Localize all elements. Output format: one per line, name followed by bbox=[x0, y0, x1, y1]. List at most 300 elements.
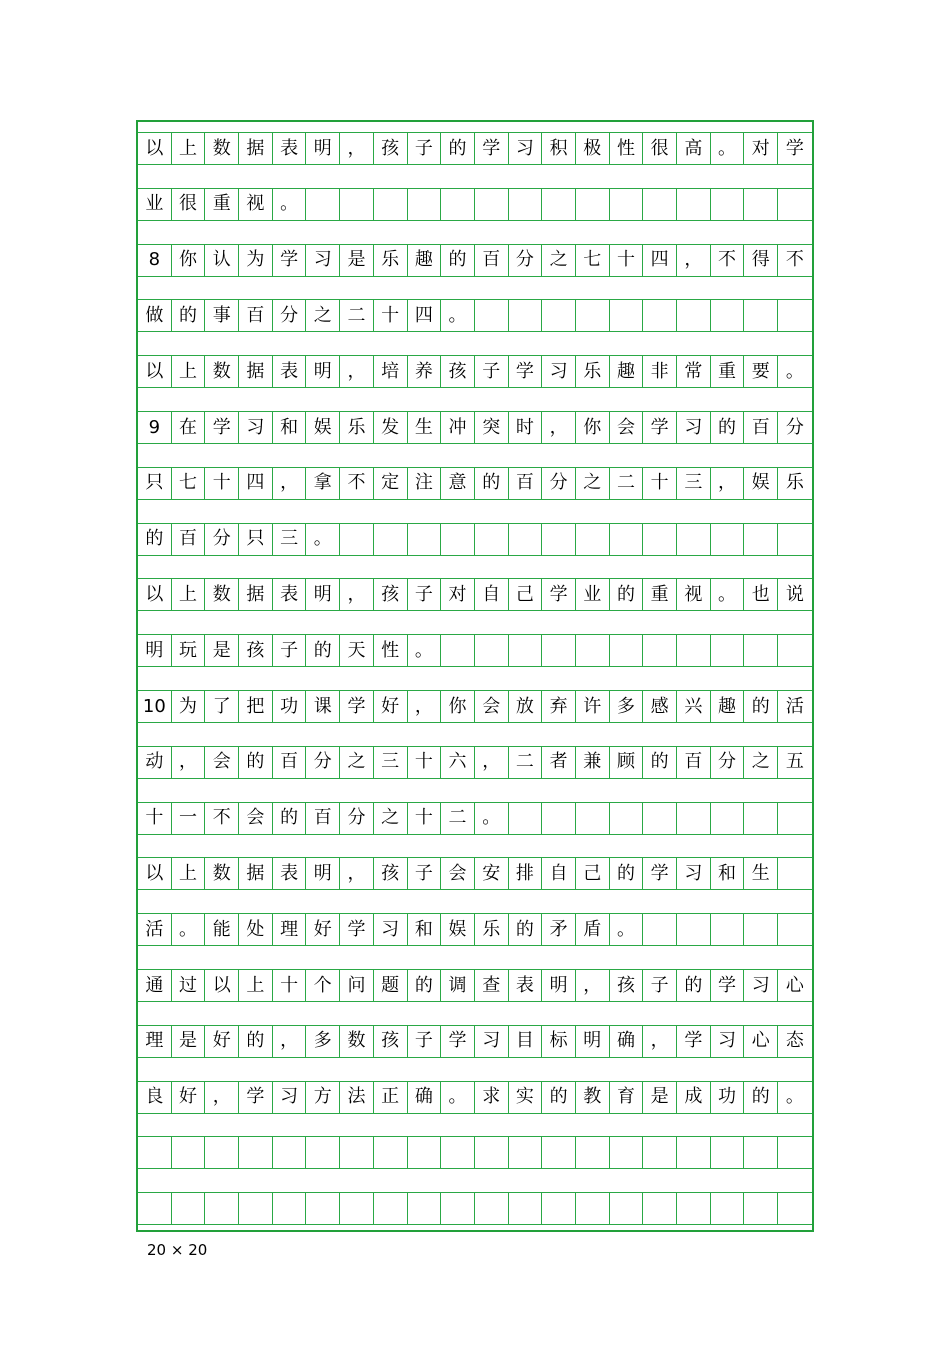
grid-cell: 数 bbox=[340, 1026, 374, 1057]
grid-cell: 好 bbox=[205, 1026, 239, 1057]
grid-cell bbox=[677, 803, 711, 834]
grid-cell: 三 bbox=[677, 468, 711, 499]
grid-cell bbox=[744, 635, 778, 666]
grid-cell bbox=[744, 803, 778, 834]
grid-row bbox=[138, 132, 812, 165]
grid-cell: 自 bbox=[475, 579, 509, 610]
grid-cell: 子 bbox=[408, 1026, 442, 1057]
grid-cell: 百 bbox=[475, 245, 509, 276]
grid-cell bbox=[778, 524, 812, 555]
grid-cell: 是 bbox=[643, 1082, 677, 1113]
grid-cell bbox=[778, 1193, 812, 1224]
grid-cell bbox=[138, 1193, 172, 1224]
grid-cell bbox=[610, 1193, 644, 1224]
grid-cell: 习 bbox=[542, 356, 576, 387]
grid-cell: 学 bbox=[677, 1026, 711, 1057]
grid-cell: 是 bbox=[172, 1026, 206, 1057]
grid-cell: 习 bbox=[273, 1082, 307, 1113]
grid-cell bbox=[576, 803, 610, 834]
grid-cell bbox=[576, 1137, 610, 1168]
grid-cell bbox=[509, 635, 543, 666]
grid-cell bbox=[340, 1193, 374, 1224]
grid-cell: 活 bbox=[785, 695, 804, 717]
grid-cell: 子 bbox=[408, 133, 442, 164]
grid-cell: 子 bbox=[643, 970, 677, 1001]
grid-cell: 视 bbox=[677, 579, 711, 610]
grid-cell: ， bbox=[205, 1082, 239, 1113]
grid-cell: 矛 bbox=[542, 914, 576, 945]
grid-cell bbox=[509, 189, 543, 220]
grid-cell: 以 bbox=[138, 133, 172, 164]
grid-cell: 不 bbox=[785, 249, 804, 271]
grid-cell bbox=[374, 1193, 408, 1224]
grid-cell: 。 bbox=[172, 914, 206, 945]
grid-cell: 重 bbox=[643, 579, 677, 610]
grid-cell: 认 bbox=[205, 245, 239, 276]
grid-cell: 分 bbox=[205, 524, 239, 555]
grid-cell: 习 bbox=[677, 412, 711, 443]
grid-cell: 心 bbox=[785, 974, 804, 996]
grid-cell: 明 bbox=[542, 970, 576, 1001]
grid-cell bbox=[744, 914, 778, 945]
grid-cell: 通 bbox=[138, 970, 172, 1001]
grid-cell bbox=[340, 1137, 374, 1168]
grid-cell bbox=[610, 1137, 644, 1168]
grid-cell: 很 bbox=[172, 189, 206, 220]
grid-cell: 放 bbox=[509, 691, 543, 722]
grid-cell bbox=[610, 524, 644, 555]
grid-cell bbox=[711, 635, 745, 666]
grid-cell bbox=[475, 300, 509, 331]
grid-cell bbox=[643, 635, 677, 666]
grid-cell: 目 bbox=[509, 1026, 543, 1057]
grid-cell bbox=[509, 524, 543, 555]
grid-cell: 是 bbox=[205, 635, 239, 666]
grid-cell: 明 bbox=[576, 1026, 610, 1057]
grid-cell: 过 bbox=[172, 970, 206, 1001]
grid-cell: 非 bbox=[643, 356, 677, 387]
grid-cell: 子 bbox=[475, 356, 509, 387]
grid-cell: 处 bbox=[239, 914, 273, 945]
grid-cell: 极 bbox=[576, 133, 610, 164]
grid-cell: 数 bbox=[205, 133, 239, 164]
grid-cell: 兴 bbox=[677, 691, 711, 722]
grid-cell bbox=[509, 1137, 543, 1168]
grid-cell bbox=[610, 635, 644, 666]
grid-cell: 的 bbox=[441, 133, 475, 164]
grid-cell: 态 bbox=[785, 1030, 804, 1052]
grid-cell: 分 bbox=[542, 468, 576, 499]
grid-cell: 习 bbox=[475, 1026, 509, 1057]
grid-cell bbox=[711, 1193, 745, 1224]
grid-cell: 。 bbox=[610, 914, 644, 945]
grid-cell: 和 bbox=[408, 914, 442, 945]
grid-cell bbox=[643, 914, 677, 945]
grid-cell: 的 bbox=[744, 1082, 778, 1113]
grid-cell bbox=[239, 1193, 273, 1224]
grid-cell: 课 bbox=[306, 691, 340, 722]
grid-cell: 拿 bbox=[306, 468, 340, 499]
grid-cell: 正 bbox=[374, 1082, 408, 1113]
grid-cell: 二 bbox=[610, 468, 644, 499]
grid-cell bbox=[778, 914, 812, 945]
grid-cell bbox=[744, 524, 778, 555]
grid-cell bbox=[306, 1137, 340, 1168]
grid-cell: 之 bbox=[340, 747, 374, 778]
grid-cell: 百 bbox=[509, 468, 543, 499]
grid-cell: 表 bbox=[273, 356, 307, 387]
grid-row bbox=[138, 802, 812, 835]
grid-row bbox=[138, 1136, 812, 1169]
grid-cell: 七 bbox=[576, 245, 610, 276]
grid-cell: 趣 bbox=[408, 245, 442, 276]
grid-cell: 法 bbox=[340, 1082, 374, 1113]
grid-cell: 安 bbox=[475, 858, 509, 889]
grid-cell: 娱 bbox=[441, 914, 475, 945]
grid-cell: 习 bbox=[306, 245, 340, 276]
grid-cell bbox=[610, 803, 644, 834]
grid-cell: 确 bbox=[408, 1082, 442, 1113]
grid-cell bbox=[374, 524, 408, 555]
grid-cell: 得 bbox=[744, 245, 778, 276]
grid-cell: 玩 bbox=[172, 635, 206, 666]
grid-cell: 对 bbox=[441, 579, 475, 610]
grid-cell: 兼 bbox=[576, 747, 610, 778]
grid-cell: 功 bbox=[273, 691, 307, 722]
grid-cell: 以 bbox=[138, 356, 172, 387]
grid-cell: 的 bbox=[138, 524, 172, 555]
grid-cell: 多 bbox=[610, 691, 644, 722]
grid-cell: 的 bbox=[542, 1082, 576, 1113]
grid-cell bbox=[643, 189, 677, 220]
grid-cell: 二 bbox=[340, 300, 374, 331]
grid-cell: 意 bbox=[441, 468, 475, 499]
grid-cell: 会 bbox=[441, 858, 475, 889]
grid-cell: 理 bbox=[273, 914, 307, 945]
grid-row bbox=[138, 746, 812, 779]
grid-cell bbox=[744, 189, 778, 220]
grid-cell: 习 bbox=[239, 412, 273, 443]
grid-cell: 功 bbox=[711, 1082, 745, 1113]
grid-cell: 百 bbox=[744, 412, 778, 443]
grid-cell: 。 bbox=[785, 360, 804, 382]
grid-cell: 不 bbox=[205, 803, 239, 834]
grid-cell bbox=[778, 189, 812, 220]
grid-cell: 四 bbox=[408, 300, 442, 331]
grid-cell: 定 bbox=[374, 468, 408, 499]
grid-cell: 十 bbox=[408, 747, 442, 778]
grid-cell bbox=[441, 189, 475, 220]
grid-cell: 对 bbox=[744, 133, 778, 164]
grid-cell: 许 bbox=[576, 691, 610, 722]
grid-cell bbox=[711, 189, 745, 220]
grid-cell bbox=[239, 1137, 273, 1168]
grid-cell: 四 bbox=[239, 468, 273, 499]
grid-cell: 学 bbox=[441, 1026, 475, 1057]
grid-cell: 数 bbox=[205, 858, 239, 889]
grid-cell: 是 bbox=[340, 245, 374, 276]
grid-cell bbox=[509, 300, 543, 331]
grid-cell: 把 bbox=[239, 691, 273, 722]
grid-cell: 明 bbox=[306, 356, 340, 387]
grid-cell bbox=[273, 1137, 307, 1168]
grid-cell: 之 bbox=[306, 300, 340, 331]
grid-row bbox=[138, 467, 812, 500]
grid-cell: 。 bbox=[711, 133, 745, 164]
grid-cell: 做 bbox=[138, 300, 172, 331]
grid-cell: 学 bbox=[340, 914, 374, 945]
grid-cell: 高 bbox=[677, 133, 711, 164]
grid-cell bbox=[778, 858, 812, 889]
grid-cell: 七 bbox=[172, 468, 206, 499]
grid-cell: 分 bbox=[273, 300, 307, 331]
grid-cell bbox=[441, 1137, 475, 1168]
grid-cell: 以 bbox=[138, 858, 172, 889]
grid-cell bbox=[643, 1193, 677, 1224]
grid-cell: 的 bbox=[408, 970, 442, 1001]
grid-cell: 。 bbox=[711, 579, 745, 610]
grid-cell: 乐 bbox=[340, 412, 374, 443]
grid-cell: 习 bbox=[677, 858, 711, 889]
grid-cell: 上 bbox=[172, 579, 206, 610]
grid-cell: 你 bbox=[576, 412, 610, 443]
grid-cell: 学 bbox=[509, 356, 543, 387]
grid-cell bbox=[643, 803, 677, 834]
grid-cell: 六 bbox=[441, 747, 475, 778]
grid-cell: 良 bbox=[138, 1082, 172, 1113]
grid-cell bbox=[677, 1193, 711, 1224]
grid-row bbox=[138, 913, 812, 946]
grid-cell: 习 bbox=[711, 1026, 745, 1057]
grid-cell: 学 bbox=[205, 412, 239, 443]
grid-cell: 只 bbox=[138, 468, 172, 499]
grid-cell bbox=[711, 914, 745, 945]
grid-cell: 查 bbox=[475, 970, 509, 1001]
grid-cell: 教 bbox=[576, 1082, 610, 1113]
grid-cell: 成 bbox=[677, 1082, 711, 1113]
grid-cell: 9 bbox=[138, 412, 172, 443]
grid-cell bbox=[306, 189, 340, 220]
grid-cell: 调 bbox=[441, 970, 475, 1001]
grid-cell bbox=[542, 1137, 576, 1168]
grid-cell: 子 bbox=[408, 579, 442, 610]
grid-cell: 不 bbox=[711, 245, 745, 276]
grid-cell: 乐 bbox=[576, 356, 610, 387]
grid-cell: 百 bbox=[172, 524, 206, 555]
grid-cell: 娱 bbox=[744, 468, 778, 499]
grid-row bbox=[138, 1025, 812, 1058]
grid-cell: 学 bbox=[273, 245, 307, 276]
grid-cell: 学 bbox=[542, 579, 576, 610]
grid-cell: 只 bbox=[239, 524, 273, 555]
grid-cell bbox=[408, 189, 442, 220]
grid-row bbox=[138, 969, 812, 1002]
grid-cell: 孩 bbox=[374, 133, 408, 164]
grid-cell bbox=[778, 1137, 812, 1168]
grid-cell: 实 bbox=[509, 1082, 543, 1113]
grid-cell bbox=[306, 1193, 340, 1224]
grid-cell: 以 bbox=[205, 970, 239, 1001]
grid-cell: 要 bbox=[744, 356, 778, 387]
grid-cell bbox=[643, 1137, 677, 1168]
grid-cell bbox=[677, 300, 711, 331]
grid-cell: 突 bbox=[475, 412, 509, 443]
grid-cell: 多 bbox=[306, 1026, 340, 1057]
grid-cell: 习 bbox=[509, 133, 543, 164]
grid-cell bbox=[542, 300, 576, 331]
grid-cell: 冲 bbox=[441, 412, 475, 443]
grid-cell: 五 bbox=[785, 751, 804, 773]
grid-row bbox=[138, 634, 812, 667]
grid-cell: 自 bbox=[542, 858, 576, 889]
grid-cell: 你 bbox=[172, 245, 206, 276]
grid-cell: ， bbox=[340, 356, 374, 387]
grid-cell: 十 bbox=[374, 300, 408, 331]
grid-cell: 会 bbox=[205, 747, 239, 778]
grid-cell: 者 bbox=[542, 747, 576, 778]
grid-cell: 习 bbox=[374, 914, 408, 945]
grid-cell: 盾 bbox=[576, 914, 610, 945]
grid-cell: 学 bbox=[475, 133, 509, 164]
grid-cell: 之 bbox=[542, 245, 576, 276]
grid-cell: 上 bbox=[172, 356, 206, 387]
grid-cell: 三 bbox=[273, 524, 307, 555]
grid-cell bbox=[509, 803, 543, 834]
grid-cell: 学 bbox=[643, 858, 677, 889]
grid-row bbox=[138, 355, 812, 388]
grid-cell: 百 bbox=[677, 747, 711, 778]
grid-cell bbox=[610, 189, 644, 220]
grid-cell: 孩 bbox=[610, 970, 644, 1001]
grid-cell: 上 bbox=[172, 858, 206, 889]
grid-cell: 的 bbox=[172, 300, 206, 331]
grid-cell: 乐 bbox=[785, 472, 804, 494]
grid-cell: 趣 bbox=[610, 356, 644, 387]
grid-cell bbox=[340, 189, 374, 220]
grid-cell: 明 bbox=[306, 133, 340, 164]
grid-cell: 孩 bbox=[239, 635, 273, 666]
grid-cell bbox=[542, 635, 576, 666]
grid-cell: 积 bbox=[542, 133, 576, 164]
grid-cell: 己 bbox=[509, 579, 543, 610]
grid-cell: 娱 bbox=[306, 412, 340, 443]
grid-cell: ， bbox=[677, 245, 711, 276]
grid-cell: 的 bbox=[509, 914, 543, 945]
grid-cell: 乐 bbox=[475, 914, 509, 945]
grid-cell bbox=[778, 635, 812, 666]
grid-cell: 能 bbox=[205, 914, 239, 945]
grid-cell: 的 bbox=[610, 579, 644, 610]
grid-cell: 了 bbox=[205, 691, 239, 722]
grid-cell: 学 bbox=[711, 970, 745, 1001]
grid-cell bbox=[374, 1137, 408, 1168]
grid-cell: 分 bbox=[711, 747, 745, 778]
grid-cell: 个 bbox=[306, 970, 340, 1001]
grid-cell: 感 bbox=[643, 691, 677, 722]
grid-row bbox=[138, 188, 812, 221]
grid-cell: 培 bbox=[374, 356, 408, 387]
grid-cell: 。 bbox=[306, 524, 340, 555]
grid-cell bbox=[542, 189, 576, 220]
grid-cell: ， bbox=[172, 747, 206, 778]
grid-cell: 上 bbox=[172, 133, 206, 164]
grid-cell bbox=[643, 300, 677, 331]
grid-cell: 标 bbox=[542, 1026, 576, 1057]
grid-cell: 的 bbox=[306, 635, 340, 666]
grid-cell: 活 bbox=[138, 914, 172, 945]
grid-cell bbox=[542, 1193, 576, 1224]
grid-cell bbox=[273, 1193, 307, 1224]
grid-cell: 育 bbox=[610, 1082, 644, 1113]
grid-row bbox=[138, 578, 812, 611]
grid-cell bbox=[441, 524, 475, 555]
grid-cell: ， bbox=[340, 579, 374, 610]
grid-cell: 8 bbox=[138, 245, 172, 276]
grid-cell: 重 bbox=[711, 356, 745, 387]
grid-cell: 据 bbox=[239, 579, 273, 610]
grid-cell: 分 bbox=[509, 245, 543, 276]
grid-cell: ， bbox=[475, 747, 509, 778]
grid-cell: 性 bbox=[610, 133, 644, 164]
grid-cell: 顾 bbox=[610, 747, 644, 778]
grid-cell: 百 bbox=[273, 747, 307, 778]
grid-cell: 天 bbox=[340, 635, 374, 666]
grid-cell: 方 bbox=[306, 1082, 340, 1113]
manuscript-grid-sheet bbox=[136, 120, 814, 1232]
grid-cell: 一 bbox=[172, 803, 206, 834]
grid-cell bbox=[542, 524, 576, 555]
grid-cell: 二 bbox=[441, 803, 475, 834]
grid-cell: 排 bbox=[509, 858, 543, 889]
grid-cell: 据 bbox=[239, 858, 273, 889]
grid-size-label: 20 × 20 bbox=[147, 1241, 208, 1259]
grid-cell bbox=[576, 635, 610, 666]
grid-cell bbox=[778, 803, 812, 834]
grid-cell: 问 bbox=[340, 970, 374, 1001]
grid-cell: 己 bbox=[576, 858, 610, 889]
grid-cell: 百 bbox=[306, 803, 340, 834]
grid-cell: 题 bbox=[374, 970, 408, 1001]
grid-cell: 会 bbox=[239, 803, 273, 834]
grid-cell: 好 bbox=[374, 691, 408, 722]
grid-cell: ， bbox=[340, 133, 374, 164]
grid-cell: 。 bbox=[273, 189, 307, 220]
grid-cell bbox=[408, 1193, 442, 1224]
grid-row bbox=[138, 857, 812, 890]
grid-cell: 和 bbox=[273, 412, 307, 443]
grid-cell bbox=[711, 803, 745, 834]
grid-cell: ， bbox=[643, 1026, 677, 1057]
grid-cell: 四 bbox=[643, 245, 677, 276]
grid-cell bbox=[677, 635, 711, 666]
grid-cell: 学 bbox=[785, 137, 804, 159]
grid-cell: 视 bbox=[239, 189, 273, 220]
grid-cell: ， bbox=[273, 1026, 307, 1057]
grid-cell: ， bbox=[340, 858, 374, 889]
grid-cell: 十 bbox=[205, 468, 239, 499]
grid-cell: 之 bbox=[374, 803, 408, 834]
grid-cell bbox=[374, 189, 408, 220]
grid-cell bbox=[643, 524, 677, 555]
grid-cell: ， bbox=[273, 468, 307, 499]
grid-cell: 子 bbox=[408, 858, 442, 889]
grid-cell: ， bbox=[711, 468, 745, 499]
grid-cell: 养 bbox=[408, 356, 442, 387]
grid-cell: 10 bbox=[138, 691, 172, 722]
grid-cell: 动 bbox=[138, 747, 172, 778]
grid-cell: ， bbox=[408, 691, 442, 722]
grid-cell: 孩 bbox=[374, 858, 408, 889]
